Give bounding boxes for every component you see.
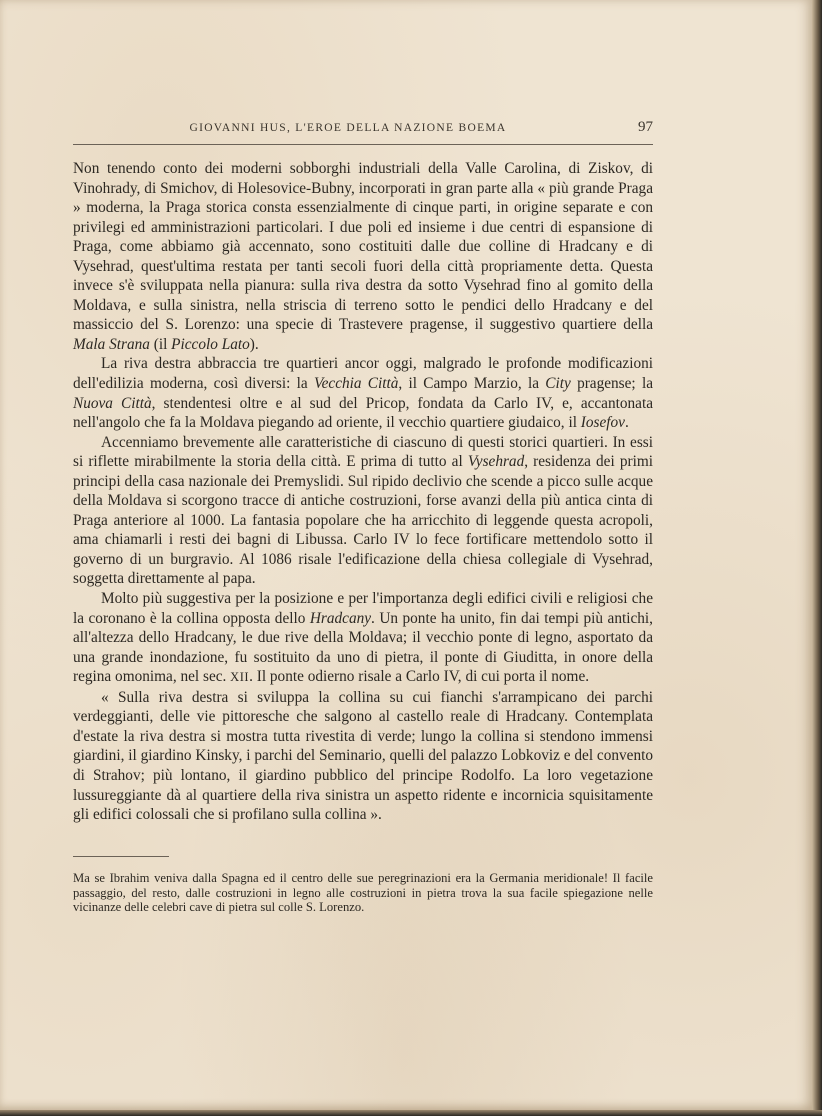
paragraph [73, 688, 653, 825]
italic-text: Nuova Città [73, 394, 152, 412]
running-title: GIOVANNI HUS, L'EROE DELLA NAZIONE BOEMA [189, 122, 507, 134]
italic-text: Vecchia Città [313, 375, 399, 393]
paragraph [73, 589, 653, 688]
page-header [73, 118, 653, 145]
paragraph-text: « Sulla riva destra si sviluppa la collina su cui fianchi s'arrampicano dei parchi verdeggianti, delle vie pittoresche che salgono al castello reale di Hradcany. Contemplata d'estate la riva destra si mostra tutta rivestita di verde; lungo la collina si stendono immensi giardini, il giardino Kinsky, i parchi del Seminario, quelli del palazzo Lobkoviz e del convento di Strahov; più lontano, il giardino pubblico del principe Rodolfo. La loro vegetazione lussureggiante dà al quartiere della riva sinistra un aspetto ridente e incornicia squisitamente gli edifici colossali che si profilano sulla collina ». [73, 688, 653, 824]
paragraph-text: . [624, 414, 629, 432]
page-edge [812, 0, 822, 1116]
italic-text: Vysehrad [467, 453, 525, 471]
page-number: 97 [638, 119, 653, 135]
paragraph-text: XII [230, 670, 250, 685]
paragraph-text: . Un ponte ha unito, fin dai tempi più antichi, all'altezza dello Hradcany, le due rive della Moldava; il vecchio ponte di legno, asportato da una grande inondazione, fu sostituito da uno di pietra, il ponte di Giuditta, in onore della regina omonima, nel sec. [73, 609, 653, 686]
paragraph [73, 354, 653, 432]
footnote-rule [73, 856, 169, 857]
paragraph-text: pragense; la [570, 375, 653, 393]
paragraph-text: Accenniamo brevemente alle caratteristiche di ciascuno di questi storici quartieri. In essi si riflette mirabilmente la storia della città. E prima di tutto al [73, 433, 653, 471]
paragraph-text: ). [249, 335, 259, 353]
italic-text: Piccolo Lato [171, 335, 250, 353]
paragraph-text: Non tenendo conto dei moderni sobborghi industriali della Valle Carolina, di Ziskov, di Vinohrady, di Smichov, di Holesovice-Bubny, incorporati in gran parte alla « più grande Praga » moderna, la Praga storica consta essenzialmente di cinque parti, in origine separate e con privilegi ed amministrazioni particolari. I due poli ed insieme i due centri di espansione di Praga, come abbiamo già accennato, sono costituiti dalle due colline di Hradcany e di Vysehrad, quest'ultima restata per tanti secoli fuori della città propriamente detta. Questa invece s'è sviluppata nella pianura: sulla riva destra da sotto Vysehrad fino al gomito della Moldava, e sulla sinistra, nella striscia di terreno sotto le pendici dello Hradcany e del massiccio del S. Lorenzo: una specie di Trastevere pragense, il suggestivo quartiere della [73, 160, 653, 334]
bottom-edge [0, 1110, 822, 1116]
italic-text: City [545, 375, 571, 393]
paragraph [73, 159, 653, 354]
paragraph-text: Molto più suggestiva per la posizione e per l'importanza degli edifici civili e religiosi che la coronano è la collina opposta dello [73, 590, 653, 627]
italic-text: Iosefov [580, 414, 625, 432]
paragraph [73, 433, 653, 589]
paragraph-text: , stendentesi oltre e al sud del Pricop, fondata da Carlo IV, e, accantonata nell'angolo che fa la Moldava piegando ad oriente, il vecchio quartiere giudaico, il [73, 394, 653, 432]
paragraph-text: La riva destra abbraccia tre quartieri ancor oggi, malgrado le profonde modificazioni dell'edilizia moderna, così diversi: la [73, 355, 653, 393]
body-text [73, 159, 653, 825]
paragraph-text: (il [149, 335, 172, 353]
footnote: Ma se Ibrahim veniva dalla Spagna ed il centro delle sue peregrinazioni era la Germania meridionale! Il facile passaggio, del resto, dalle costruzioni in legno alle costruzioni in pietra trova la sua facile spiegazione nelle vicinanze delle celebri cave di pietra sul colle S. Lorenzo. [73, 871, 653, 915]
paragraph-text: . Il ponte odierno risale a Carlo IV, di cui porta il nome. [249, 668, 590, 686]
paragraph-text: , residenza dei primi principi della casa nazionale dei Premyslidi. Sul ripido declivio che scende a picco sulle acque della Moldava si scorgono tracce di antiche costruzioni, forse avanzi della più antica cinta di Praga anteriore al 1000. La fantasia popolare che ha arricchito di leggende questa acropoli, ama chiamarli i resti dei bagni di Libussa. Carlo IV lo fece fortificare mettendolo sotto il governo di un burgravio. Al 1086 risale l'edificazione della chiesa collegiale di Vysehrad, soggetta direttamente al papa. [73, 453, 653, 588]
italic-text: Mala Strana [73, 335, 150, 353]
paragraph-text: , il Campo Marzio, la [398, 375, 546, 393]
italic-text: Hradcany [309, 609, 372, 627]
